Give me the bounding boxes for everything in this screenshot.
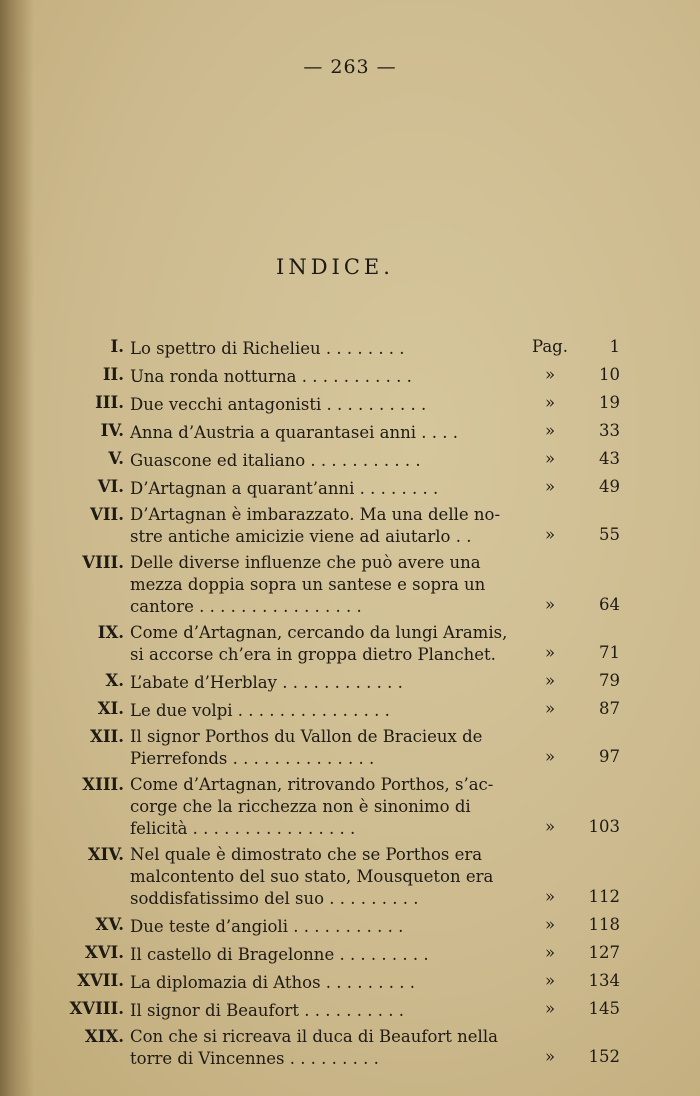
toc-entry (40, 696, 620, 722)
toc-entry (40, 620, 620, 666)
chapter-number: XIX. (84, 1027, 124, 1046)
chapter-title (130, 842, 530, 910)
page-reference: 145 (588, 999, 620, 1018)
chapter-title (130, 448, 530, 472)
page-label: » (544, 643, 556, 662)
chapter-title-line: mezza doppia sopra un santese e sopra un (130, 575, 486, 594)
toc-entry (40, 724, 620, 770)
page-label: » (544, 1047, 556, 1066)
page-label: » (544, 393, 556, 412)
chapter-title-line: Guascone ed italiano . . . . . . . . . . . (130, 451, 421, 470)
chapter-title-line: felicità . . . . . . . . . . . . . . . . (130, 819, 356, 838)
page-reference: 64 (599, 595, 620, 614)
chapter-title (130, 942, 530, 966)
toc-entry (40, 772, 620, 840)
page-reference: 97 (599, 747, 620, 766)
page-label: » (544, 421, 556, 440)
chapter-title (130, 670, 530, 694)
page-reference: 152 (588, 1047, 620, 1066)
toc-entry (40, 334, 620, 360)
chapter-title-line: Nel quale è dimostrato che se Porthos era (130, 845, 483, 864)
chapter-title-line: Pierrefonds . . . . . . . . . . . . . . (130, 749, 375, 768)
page-label: » (544, 477, 556, 496)
toc-entry (40, 940, 620, 966)
chapter-title-line: Una ronda notturna . . . . . . . . . . . (130, 367, 412, 386)
toc-entry (40, 668, 620, 694)
chapter-title-line: Come d’Artagnan, cercando da lungi Aramis, (130, 623, 508, 642)
chapter-title (130, 970, 530, 994)
page-reference: 33 (599, 421, 620, 440)
page-title: INDICE. (276, 255, 394, 279)
page-reference: 1 (609, 337, 620, 356)
page-label: » (544, 915, 556, 934)
chapter-number: XIV. (87, 845, 124, 864)
page-label: » (544, 699, 556, 718)
chapter-number: VIII. (82, 553, 124, 572)
table-of-contents (40, 334, 620, 1072)
chapter-title (130, 336, 530, 360)
chapter-number: X. (105, 671, 124, 690)
toc-entry (40, 474, 620, 500)
chapter-number: IX. (97, 623, 124, 642)
toc-entry (40, 842, 620, 910)
page-reference: 71 (599, 643, 620, 662)
chapter-title (130, 698, 530, 722)
chapter-title (130, 392, 530, 416)
page-label: » (544, 943, 556, 962)
page-label: » (544, 365, 556, 384)
toc-entry (40, 968, 620, 994)
chapter-title-line: soddisfatissimo del suo . . . . . . . . . (130, 889, 419, 908)
page-reference: 79 (599, 671, 620, 690)
page-label: » (544, 887, 556, 906)
chapter-number: XV. (95, 915, 124, 934)
chapter-title-line: cantore . . . . . . . . . . . . . . . . (130, 597, 362, 616)
page-label: Pag. (531, 337, 568, 356)
chapter-number: XIII. (82, 775, 124, 794)
chapter-title (130, 998, 530, 1022)
chapter-title-line: malcontento del suo stato, Mousqueton era (130, 867, 494, 886)
chapter-title-line: L’abate d’Herblay . . . . . . . . . . . . (130, 673, 403, 692)
page-reference: 118 (588, 915, 620, 934)
chapter-number: V. (108, 449, 124, 468)
chapter-title-line: torre di Vincennes . . . . . . . . . (130, 1049, 379, 1068)
chapter-number: VII. (90, 505, 124, 524)
chapter-title-line: si accorse ch’era in groppa dietro Planchet. (130, 645, 496, 664)
chapter-title (130, 1024, 530, 1070)
page-number: — 263 — (303, 56, 397, 78)
chapter-title-line: Delle diverse influenze che può avere una (130, 553, 481, 572)
toc-entry (40, 390, 620, 416)
chapter-title (130, 724, 530, 770)
chapter-number: III. (95, 393, 124, 412)
page-reference: 43 (599, 449, 620, 468)
chapter-number: IV. (100, 421, 124, 440)
chapter-title-line: Il signor di Beaufort . . . . . . . . . . (130, 1001, 404, 1020)
chapter-title-line: Lo spettro di Richelieu . . . . . . . . (130, 339, 405, 358)
chapter-title-line: Due teste d’angioli . . . . . . . . . . . (130, 917, 404, 936)
chapter-title-line: Come d’Artagnan, ritrovando Porthos, s’ac- (130, 775, 494, 794)
chapter-title-line: Il signor Porthos du Vallon de Bracieux de (130, 727, 483, 746)
page-reference: 10 (599, 365, 620, 384)
chapter-title-line: Le due volpi . . . . . . . . . . . . . . . (130, 701, 390, 720)
page-reference: 87 (599, 699, 620, 718)
chapter-number: XI. (97, 699, 124, 718)
chapter-title (130, 364, 530, 388)
chapter-title (130, 550, 530, 618)
page-reference: 112 (588, 887, 620, 906)
page-label: » (544, 971, 556, 990)
toc-entry (40, 502, 620, 548)
chapter-title-line: Anna d’Austria a quarantasei anni . . . . (130, 423, 458, 442)
chapter-title-line: Due vecchi antagonisti . . . . . . . . . . (130, 395, 427, 414)
page-reference: 134 (588, 971, 620, 990)
chapter-title (130, 772, 530, 840)
chapter-title-line: Il castello di Bragelonne . . . . . . . . . (130, 945, 429, 964)
page-reference: 127 (588, 943, 620, 962)
page-label: » (544, 817, 556, 836)
toc-entry (40, 446, 620, 472)
page-spine-shadow (0, 0, 34, 1096)
chapter-number: VI. (97, 477, 124, 496)
page-label: » (544, 747, 556, 766)
toc-entry (40, 362, 620, 388)
chapter-title (130, 620, 530, 666)
page-label: » (544, 525, 556, 544)
page-reference: 19 (599, 393, 620, 412)
page-label: » (544, 671, 556, 690)
page-reference: 49 (599, 477, 620, 496)
chapter-title-line: corge che la ricchezza non è sinonimo di (130, 797, 471, 816)
chapter-number: XVI. (84, 943, 124, 962)
page-label: » (544, 595, 556, 614)
chapter-number: XVIII. (69, 999, 124, 1018)
chapter-title-line: stre antiche amicizie viene ad aiutarlo . . (130, 527, 472, 546)
chapter-title (130, 476, 530, 500)
chapter-title-line: La diplomazia di Athos . . . . . . . . . (130, 973, 415, 992)
chapter-number: XII. (90, 727, 124, 746)
page-reference: 55 (599, 525, 620, 544)
page-label: » (544, 449, 556, 468)
toc-entry (40, 1024, 620, 1070)
chapter-title-line: Con che si ricreava il duca di Beaufort nella (130, 1027, 498, 1046)
page-label: » (544, 999, 556, 1018)
chapter-number: II. (102, 365, 124, 384)
chapter-title (130, 420, 530, 444)
toc-entry (40, 912, 620, 938)
chapter-title-line: D’Artagnan è imbarazzato. Ma una delle no- (130, 505, 501, 524)
chapter-title (130, 502, 530, 548)
toc-entry (40, 996, 620, 1022)
chapter-title (130, 914, 530, 938)
chapter-title-line: D’Artagnan a quarant’anni . . . . . . . . (130, 479, 439, 498)
toc-entry (40, 550, 620, 618)
chapter-number: XVII. (77, 971, 124, 990)
toc-entry (40, 418, 620, 444)
page-reference: 103 (588, 817, 620, 836)
chapter-number: I. (110, 337, 124, 356)
